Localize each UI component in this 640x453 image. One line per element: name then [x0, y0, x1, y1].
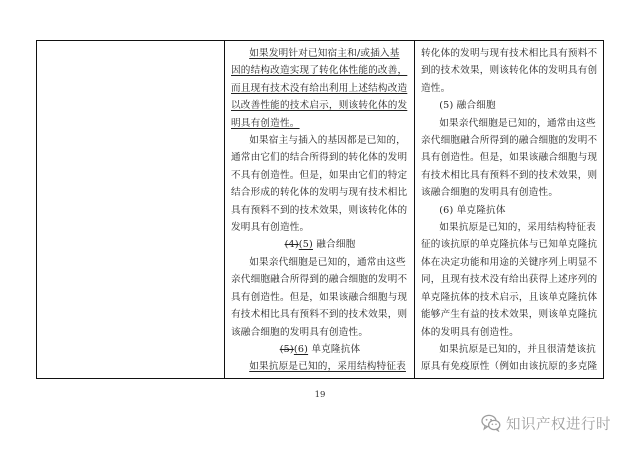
page-number: 19 [314, 390, 326, 400]
monoclonal-antibody-heading [231, 341, 409, 358]
transformant-continuation-paragraph: 转化体的发明与现有技术相比具有预料不到的技术效果，则该转化体的发明具有创造性。 [421, 48, 598, 94]
comparison-table [36, 40, 604, 379]
antibody-immunogenic-paragraph: 如果抗原是已知的，并且很清楚该抗原具有免疫原性（例如由该抗原的多克隆 [421, 343, 598, 373]
watermark [481, 413, 611, 433]
revised-text-column [227, 41, 413, 378]
fusion-heading-old-number: (4) [284, 239, 299, 251]
watermark-text: 知识产权进行时 [506, 416, 611, 433]
fusion-heading-text: 融合细胞 [316, 239, 356, 251]
original-text-column [417, 41, 603, 378]
fusion-cell-heading-right: (5) 融合细胞 [439, 100, 496, 112]
column-divider-left [224, 41, 225, 378]
mab-heading-old-number: (5) [279, 343, 294, 355]
fusion-cell-paragraph: 如果亲代细胞是已知的，通常由这些亲代细胞融合所得到的融合细胞的发明不具有创造性。但是，如果该融合细胞与现有技术相比具有预料不到的技术效果，则该融合细胞的发明具有创造性。 [231, 256, 408, 338]
mab-heading-new-number: (6) [293, 343, 309, 355]
transformant-structure-paragraph: 如果发明针对已知宿主和/或插入基因的结构改造实现了转化体性能的改善，而且现有技术没有给出利用上述结构改造以改善性能的技术启示，则该转化体的发明具有创造性。 [231, 48, 408, 129]
antibody-structure-paragraph: 如果抗原是已知的，采用结构特征表征的该抗原的单克隆抗体与已知单克隆抗体在决定功能和用途的关键序列上明显不同，且现有技术没有给出获得上述序列的单克隆抗体的技术启示，且该单克隆抗体能够产生有益的技术效果，则该单克隆抗体的发明具有创造性。 [421, 222, 598, 338]
monoclonal-antibody-heading-right: (6) 单克隆抗体 [439, 204, 506, 216]
fusion-cell-heading [231, 236, 409, 253]
wechat-icon [481, 414, 501, 432]
fusion-heading-new-number: (5) [298, 239, 313, 251]
transformant-known-host-paragraph: 如果宿主与插入的基因都是已知的，通常由它们的结合所得到的转化体的发明不具有创造性。但是，如果由它们的特定结合形成的转化体的发明与现有技术相比具有预料不到的技术效果，则该转化体的发明具有创造性。 [231, 135, 408, 234]
column-divider-right [414, 41, 415, 378]
mab-heading-text: 单克隆抗体 [311, 343, 361, 355]
monoclonal-antibody-paragraph: 如果抗原是已知的，采用结构特征表 [249, 361, 406, 373]
fusion-cell-paragraph-right: 如果亲代细胞是已知的，通常由这些亲代细胞融合所得到的融合细胞的发明不具有创造性。但是，如果该融合细胞与现有技术相比具有预料不到的技术效果，则该融合细胞的发明具有创造性。 [421, 117, 598, 199]
